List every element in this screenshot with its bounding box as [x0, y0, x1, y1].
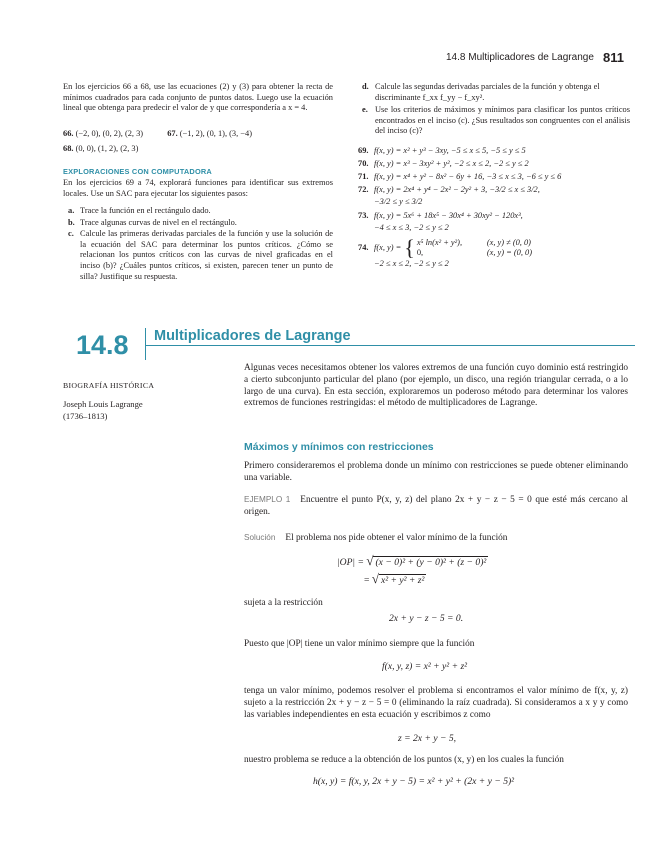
problem-69 [358, 146, 638, 159]
exercise-text: (−2, 0), (0, 2), (2, 3) [75, 129, 144, 138]
list-item [68, 206, 333, 217]
brace-icon: { [404, 235, 415, 260]
biography-name: Joseph Louis Lagrange [63, 399, 143, 409]
section-title: Multiplicadores de Lagrange [154, 328, 351, 344]
exercise-number: 67. [167, 129, 178, 138]
section-intro: Algunas veces necesitamos obtener los valores extremos de una función cuyo dominio está restringido a cierto subconjunto particular del plano (por ejemplo, un disco, una región triangular cerrada, o a lo largo de una curva). En esta sección, exploraremos un poderoso método para determinar los valores extremos de funciones restringidas: el método de multiplicadores de Lagrange. [244, 363, 628, 409]
problem-71 [358, 172, 638, 185]
biography-heading: BIOGRAFÍA HISTÓRICA [63, 381, 155, 390]
step-letter: e. [362, 105, 368, 115]
biography-years: (1736–1813) [63, 411, 108, 421]
problem-73 [358, 211, 638, 223]
equation-lhs: |OP| = [337, 557, 364, 568]
problem-number: 70. [358, 159, 369, 168]
problem-70 [358, 159, 638, 172]
piecewise-cases [417, 238, 532, 259]
problem-text: f(x, y) = x³ − 3xy² + y², −2 ≤ x ≤ 2, −2 ≤ y ≤ 2 [374, 159, 529, 168]
step-list-continued [362, 82, 630, 137]
list-item [68, 229, 333, 282]
equation-z: z = 2x + y − 5, [398, 733, 457, 744]
step-letter: b. [68, 217, 75, 227]
step-letter: d. [362, 82, 369, 91]
subsection-heading: Máximos y mínimos con restricciones [244, 441, 434, 453]
case-expr: 0, [416, 248, 424, 257]
equation-constraint: 2x + y − z − 5 = 0. [389, 613, 464, 624]
case-expr: x⁵ ln(x² + y²), [416, 237, 463, 247]
equation-f: f(x, y, z) = x² + y² + z² [382, 661, 468, 672]
step-text: Use los criterios de máximos y mínimos para clasificar los puntos críticos encontrados en el inciso (c). ¿Sus resultados son congruentes con el análisis del inciso (c)? [375, 105, 630, 136]
problem-list [358, 146, 638, 270]
exercise-row-68 [63, 144, 138, 155]
exercises-intro-69-74: En los ejercicios 69 a 74, explorará funciones para identificar sus extremos locales. Use un SAC para ejecutar los siguientes pasos: [63, 178, 333, 198]
step-text: Calcule las segundas derivadas parciales de la función y obtenga el discriminante f_xx f_yy − f_xy². [375, 82, 600, 102]
step-text: Trace algunas curvas de nivel en el rectángulo. [80, 217, 237, 227]
page-number: 811 [603, 50, 624, 65]
list-item [362, 82, 630, 103]
paragraph: Primero consideraremos el problema donde un mínimo con restricciones se puede obtener eliminando una variable. [244, 461, 628, 483]
paragraph: nuestro problema se reduce a la obtención de los puntos (x, y) en los cuales la función [244, 755, 564, 765]
exercise-text: (0, 0), (1, 2), (2, 3) [75, 144, 139, 153]
problem-number: 71. [358, 172, 369, 181]
exercise-row-66-67 [63, 129, 343, 140]
running-header-section: 14.8 Multiplicadores de Lagrange [446, 52, 594, 63]
problem-text: f(x, y) = x² + y³ − 3xy, −5 ≤ x ≤ 5, −5 ≤ y ≤ 5 [374, 146, 526, 155]
computer-explorations-heading: EXPLORACIONES CON COMPUTADORA [63, 167, 212, 176]
section-rule [145, 345, 635, 346]
problem-text: f(x, y) = 2x⁴ + y⁴ − 2x² − 2y² + 3, −3/2 ≤ x ≤ 3/2, [374, 185, 540, 194]
problem-72 [358, 185, 638, 197]
exercise-number: 68. [63, 144, 74, 153]
exercise-text: (−1, 2), (0, 1), (3, −4) [179, 129, 252, 138]
exercise-number: 66. [63, 129, 74, 138]
problem-74 [358, 237, 638, 259]
list-item [68, 218, 333, 229]
section-divider [145, 328, 146, 360]
step-letter: c. [68, 229, 74, 239]
problem-73-cont: −4 ≤ x ≤ 3, −2 ≤ y ≤ 2 [374, 223, 449, 232]
section-number: 14.8 [76, 330, 129, 360]
step-list [68, 206, 333, 282]
problem-text: f(x, y) = 5x⁶ + 18x⁵ − 30x⁴ + 30xy² − 120x³, [374, 211, 523, 220]
equation-distance-simplified [364, 571, 426, 587]
step-letter: a. [68, 206, 75, 215]
problem-lhs: f(x, y) = [374, 242, 402, 252]
problem-number: 69. [358, 146, 369, 155]
case-cond: (x, y) = (0, 0) [486, 248, 533, 257]
equation-h: h(x, y) = f(x, y, 2x + y − 5) = x² + y² + (2x + y − 5)² [313, 776, 515, 787]
sqrt-icon: √ [366, 553, 374, 568]
paragraph: tenga un valor mínimo, podemos resolver el problema si encontramos el valor mínimo de f(x, y, z) sujeto a la restricción 2x + y − z − 5 = 0 (eliminando la raíz cuadrada). Si consideramos a x y y como las variables independientes en esta ecuación y escribimos z como [244, 686, 628, 720]
example-text: Encuentre el punto P(x, y, z) del plano 2x + y − z − 5 = 0 que esté más cercano al origen. [244, 495, 628, 517]
sqrt-icon: √ [371, 571, 379, 586]
step-text: Calcule las primeras derivadas parciales de la función y use la solución de la ecuación del SAC para determinar los puntos críticos. ¿Cómo se relacionan los puntos críticos con las curvas de nivel graficadas en el inciso (b)? ¿Cuáles puntos críticos, si existen, parecen tener un punto de silla? Justifique su respuesta. [80, 229, 333, 281]
exercises-intro-66-68: En los ejercicios 66 a 68, use las ecuaciones (2) y (3) para obtener la recta de mínimos cuadrados para cada conjunto de puntos datos. Luego use la ecuación lineal que obtenga para predecir el valor de y que correspondería a x = 4. [63, 82, 333, 113]
step-text: Trace la función en el rectángulo dado. [80, 206, 211, 215]
example-1 [244, 494, 628, 519]
problem-74-cont: −2 ≤ x ≤ 2, −2 ≤ y ≤ 2 [374, 259, 449, 268]
equals-sign: = [364, 575, 370, 586]
list-item [362, 105, 630, 137]
solution-text: El problema nos pide obtener el valor mínimo de la función [285, 533, 508, 543]
radicand: x² + y² + z² [380, 575, 425, 586]
problem-text: f(x, y) = x⁴ + y² − 8x² − 6y + 16, −3 ≤ x ≤ 3, −6 ≤ y ≤ 6 [374, 172, 562, 181]
solution-label: Solución [244, 533, 276, 542]
equation-distance [337, 553, 488, 569]
solution [244, 532, 628, 545]
paragraph: Puesto que |OP| tiene un valor mínimo siempre que la función [244, 639, 475, 649]
problem-number: 74. [358, 242, 369, 252]
paragraph: sujeta a la restricción [244, 598, 323, 608]
problem-number: 73. [358, 211, 369, 220]
problem-72-cont: −3/2 ≤ y ≤ 3/2 [374, 197, 423, 206]
problem-number: 72. [358, 185, 369, 194]
radicand: (x − 0)² + (y − 0)² + (z − 0)² [375, 557, 487, 568]
example-label: EJEMPLO 1 [244, 495, 291, 504]
case-cond: (x, y) ≠ (0, 0) [486, 237, 531, 247]
